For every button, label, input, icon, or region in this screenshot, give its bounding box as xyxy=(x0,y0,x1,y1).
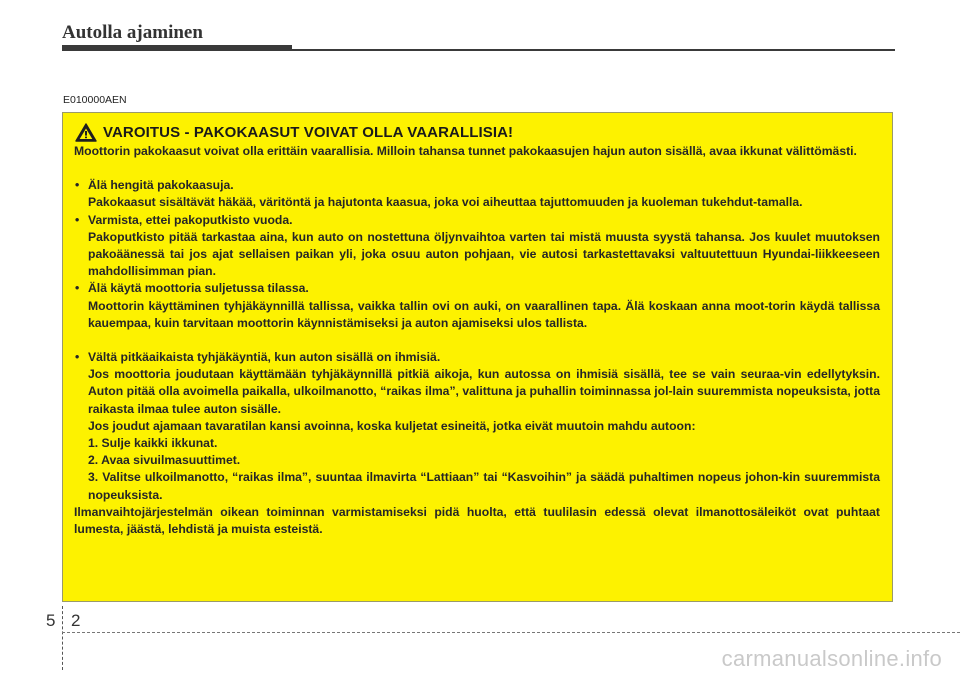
list-item xyxy=(74,212,880,281)
numbered-step: 3. Valitse ulkoilmanotto, “raikas ilma”, suuntaa ilmavirta “Lattiaan” tai “Kasvoihin” ja säädä puhaltimen nopeus johon-kin suuremmista nopeuksista. xyxy=(88,470,880,502)
numbered-step: 1. Sulje kaikki ikkunat. xyxy=(88,436,218,451)
page-separator xyxy=(62,606,63,670)
warning-header xyxy=(74,123,880,142)
list-item-heading: Vältä pitkäaikaista tyhjäkäyntiä, kun auton sisällä on ihmisiä. xyxy=(88,350,441,365)
bullet-dot: • xyxy=(75,212,80,227)
list-item-heading: Varmista, ettei pakoputkisto vuoda. xyxy=(88,212,293,227)
list-item-body: Jos joudut ajamaan tavaratilan kansi avoinna, koska kuljetat esineitä, jotka eivät muutoin mahdu autoon: xyxy=(88,418,696,433)
bullet-line xyxy=(74,280,880,297)
header-rule-thick xyxy=(62,45,292,51)
warning-triangle-icon xyxy=(75,123,97,142)
list-item-body: Jos moottoria joudutaan käyttämään tyhjäkäynnillä pitkiä aikoja, kun autossa on ihmisiä sisällä, tee se vain seuraa-vin edellytyksin. Auton pitää olla avoimella paikalla, ulkoilmanotto, “raikas ilma”, valittuna ja puhallin toiminnassa jol-lain suuremmista nopeuksista, jotta raikasta ilmaa tulee auton sisälle. xyxy=(88,367,880,416)
list-item xyxy=(74,349,880,504)
chapter-title: Autolla ajaminen xyxy=(62,22,203,43)
list-item-body: Pakoputkisto pitää tarkastaa aina, kun auto on nostettuna öljynvaihtoa varten tai mistä muusta syystä tahansa. Jos kuulet muutoksen pakoäänessä tai jos ajat sellaisen paikan yli, joka osuu auton pohjaan, vie autosi tarkastettavaksi valtuutettuun Hyundai-liikkeeseen mahdollisimman pian. xyxy=(88,229,880,279)
list-item-body: Moottorin käyttäminen tyhjäkäynnillä tallissa, vaikka tallin ovi on auki, on vaarallinen tapa. Älä koskaan anna moot-torin käydä tallissa kauempaa, kuin tarvitaan moottorin käynnistämiseksi ja auton ajamiseksi ulos tallista. xyxy=(88,298,880,330)
section-number: 5 xyxy=(46,611,56,630)
list-item xyxy=(74,280,880,332)
list-item-heading: Älä hengitä pakokaasuja. xyxy=(88,178,234,193)
warning-footer: Ilmanvaihtojärjestelmän oikean toiminnan varmistamiseksi pidä huolta, että tuulilasin edessä olevat ilmanottosäleiköt ovat puhtaat lumesta, jäästä, lehdistä ja muista esteistä. xyxy=(74,504,880,537)
bullet-line xyxy=(74,177,880,194)
list-item-heading: Älä käytä moottoria suljetussa tilassa. xyxy=(88,281,309,296)
warning-title: VAROITUS - PAKOKAASUT VOIVAT OLLA VAARALLISIA! xyxy=(103,123,514,141)
list-item xyxy=(74,177,880,211)
list-item-body: Pakokaasut sisältävät häkää, väritöntä ja hajutonta kaasua, joka voi aiheuttaa tajuttomuuden ja kuoleman tukehdut-tamalla. xyxy=(88,195,803,210)
bullet-dot: • xyxy=(75,178,80,193)
watermark: carmanualsonline.info xyxy=(721,646,942,671)
numbered-step: 2. Avaa sivuilmasuuttimet. xyxy=(88,453,241,468)
page-number: 2 xyxy=(71,611,81,630)
warning-box xyxy=(62,112,893,602)
spacer xyxy=(74,160,880,177)
bullet-line xyxy=(74,212,880,229)
bullet-dot: • xyxy=(75,281,80,296)
bullet-line xyxy=(74,349,880,366)
spacer xyxy=(74,332,880,349)
bullet-dot: • xyxy=(75,350,80,365)
warning-intro: Moottorin pakokaasut voivat olla erittäin vaarallisia. Milloin tahansa tunnet pakokaasujen hajun auton sisällä, avaa ikkunat välittömästi. xyxy=(74,144,857,158)
header-rule-thin xyxy=(292,49,895,51)
document-code: E010000AEN xyxy=(63,94,127,106)
bottom-rule xyxy=(62,632,960,633)
